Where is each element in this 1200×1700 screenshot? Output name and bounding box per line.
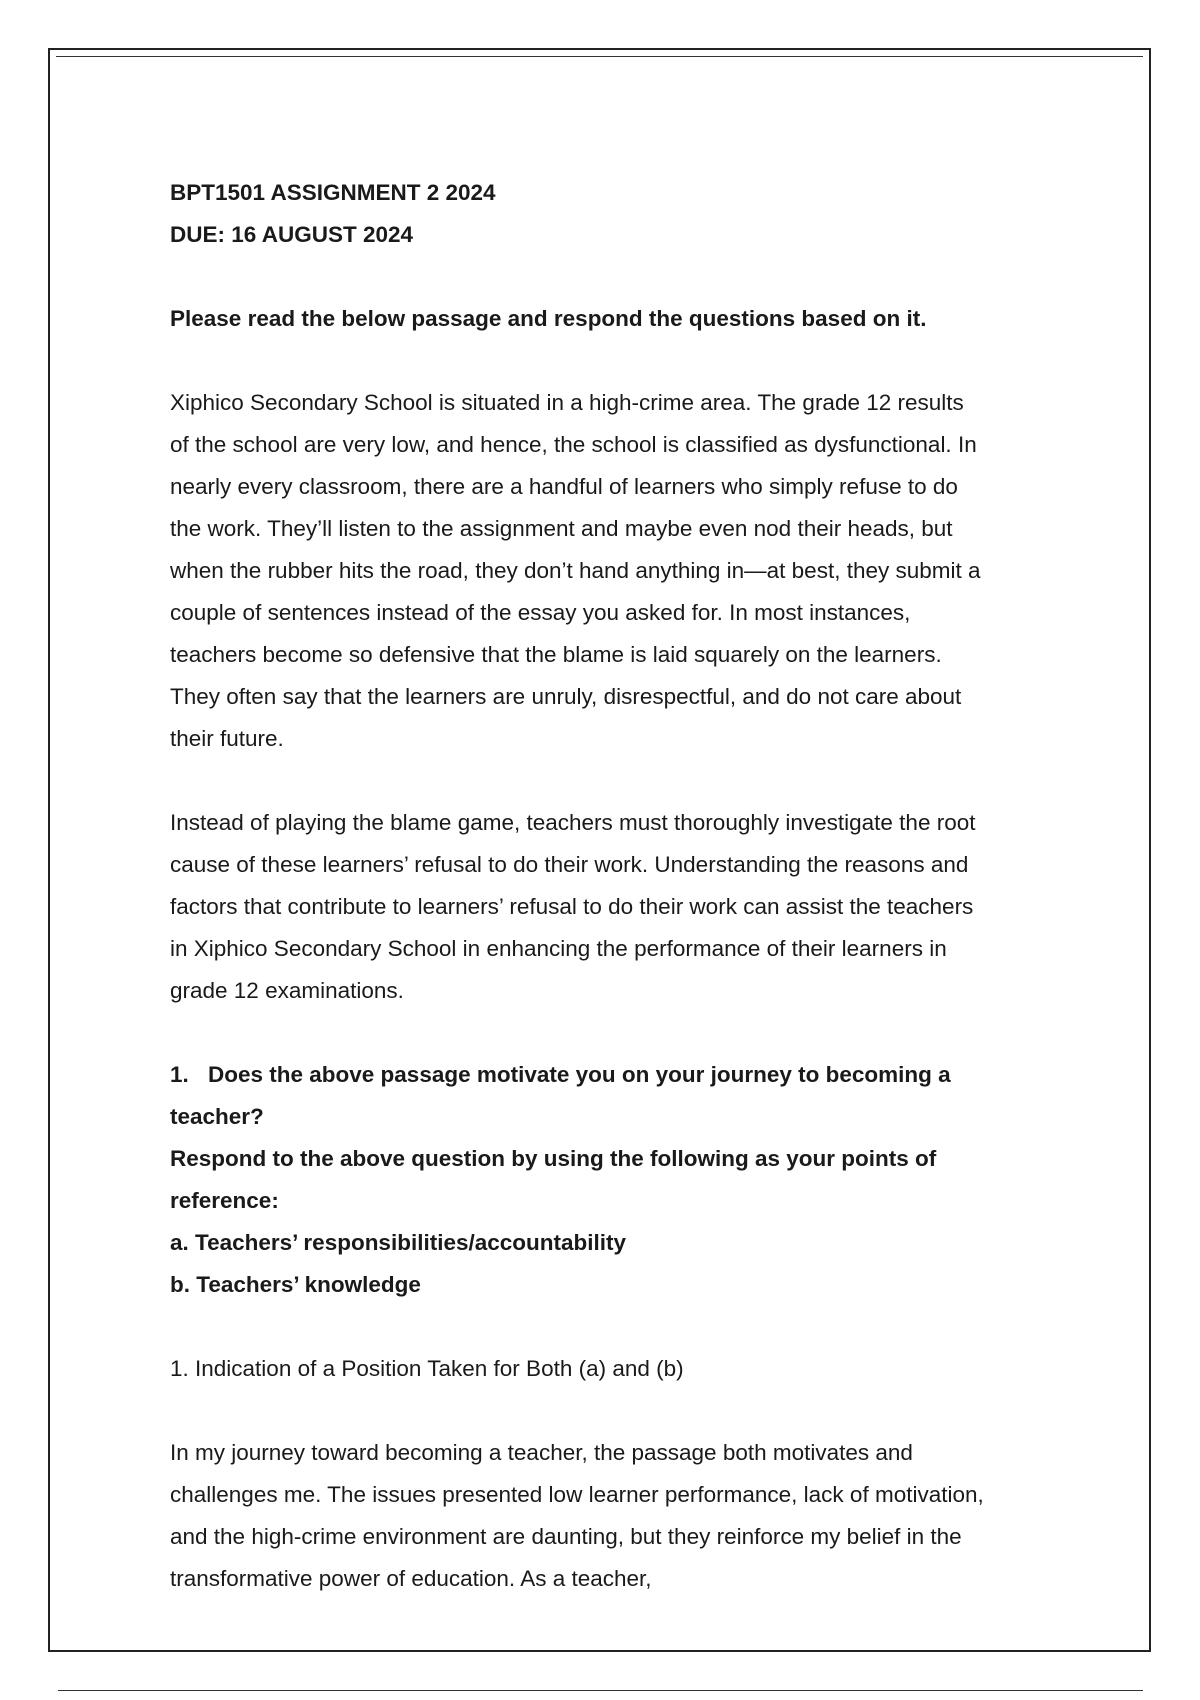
passage-line: the work. They’ll listen to the assignment and maybe even nod their heads, but xyxy=(170,516,953,541)
passage-line: cause of these learners’ refusal to do their work. Understanding the reasons and xyxy=(170,852,969,877)
passage-line: nearly every classroom, there are a handful of learners who simply refuse to do xyxy=(170,474,958,499)
question-text: Does the above passage motivate you on your journey to becoming a xyxy=(208,1062,951,1087)
passage-line: Xiphico Secondary School is situated in a high-crime area. The grade 12 results xyxy=(170,390,964,415)
passage-line: teachers become so defensive that the blame is laid squarely on the learners. xyxy=(170,642,942,667)
answer-line: transformative power of education. As a teacher, xyxy=(170,1566,652,1591)
answer-line: challenges me. The issues presented low learner performance, lack of motivation, xyxy=(170,1482,984,1507)
question-block xyxy=(170,1054,1070,1306)
instruction-text: Please read the below passage and respond the questions based on it. xyxy=(170,306,927,331)
answer-line: and the high-crime environment are daunting, but they reinforce my belief in the xyxy=(170,1524,962,1549)
passage-line: grade 12 examinations. xyxy=(170,978,404,1003)
passage-paragraph-2 xyxy=(170,802,1070,1012)
question-line xyxy=(170,1054,1070,1096)
passage-line: couple of sentences instead of the essay you asked for. In most instances, xyxy=(170,600,911,625)
question-number: 1. xyxy=(170,1062,189,1087)
document-body xyxy=(170,172,1070,1600)
answer-heading: 1. Indication of a Position Taken for Both (a) and (b) xyxy=(170,1356,684,1381)
option-a: a. Teachers’ responsibilities/accountability xyxy=(170,1230,626,1255)
respond-instruction-2: reference: xyxy=(170,1188,279,1213)
respond-instruction: Respond to the above question by using the following as your points of xyxy=(170,1146,937,1171)
passage-line: when the rubber hits the road, they don’t hand anything in—at best, they submit a xyxy=(170,558,981,583)
passage-line: Instead of playing the blame game, teachers must thoroughly investigate the root xyxy=(170,810,976,835)
question-line-2: teacher? xyxy=(170,1104,264,1129)
passage-line: of the school are very low, and hence, the school is classified as dysfunctional. In xyxy=(170,432,977,457)
answer-line: In my journey toward becoming a teacher, the passage both motivates and xyxy=(170,1440,913,1465)
due-date: DUE: 16 AUGUST 2024 xyxy=(170,222,413,247)
option-b: b. Teachers’ knowledge xyxy=(170,1272,421,1297)
answer-paragraph xyxy=(170,1432,1070,1600)
assignment-title: BPT1501 ASSIGNMENT 2 2024 xyxy=(170,180,496,205)
passage-line: factors that contribute to learners’ refusal to do their work can assist the teachers xyxy=(170,894,974,919)
passage-paragraph-1 xyxy=(170,382,1070,760)
bottom-rule xyxy=(58,1690,1143,1691)
passage-line: They often say that the learners are unruly, disrespectful, and do not care about xyxy=(170,684,962,709)
passage-line: their future. xyxy=(170,726,284,751)
top-rule xyxy=(56,56,1143,57)
passage-line: in Xiphico Secondary School in enhancing the performance of their learners in xyxy=(170,936,947,961)
